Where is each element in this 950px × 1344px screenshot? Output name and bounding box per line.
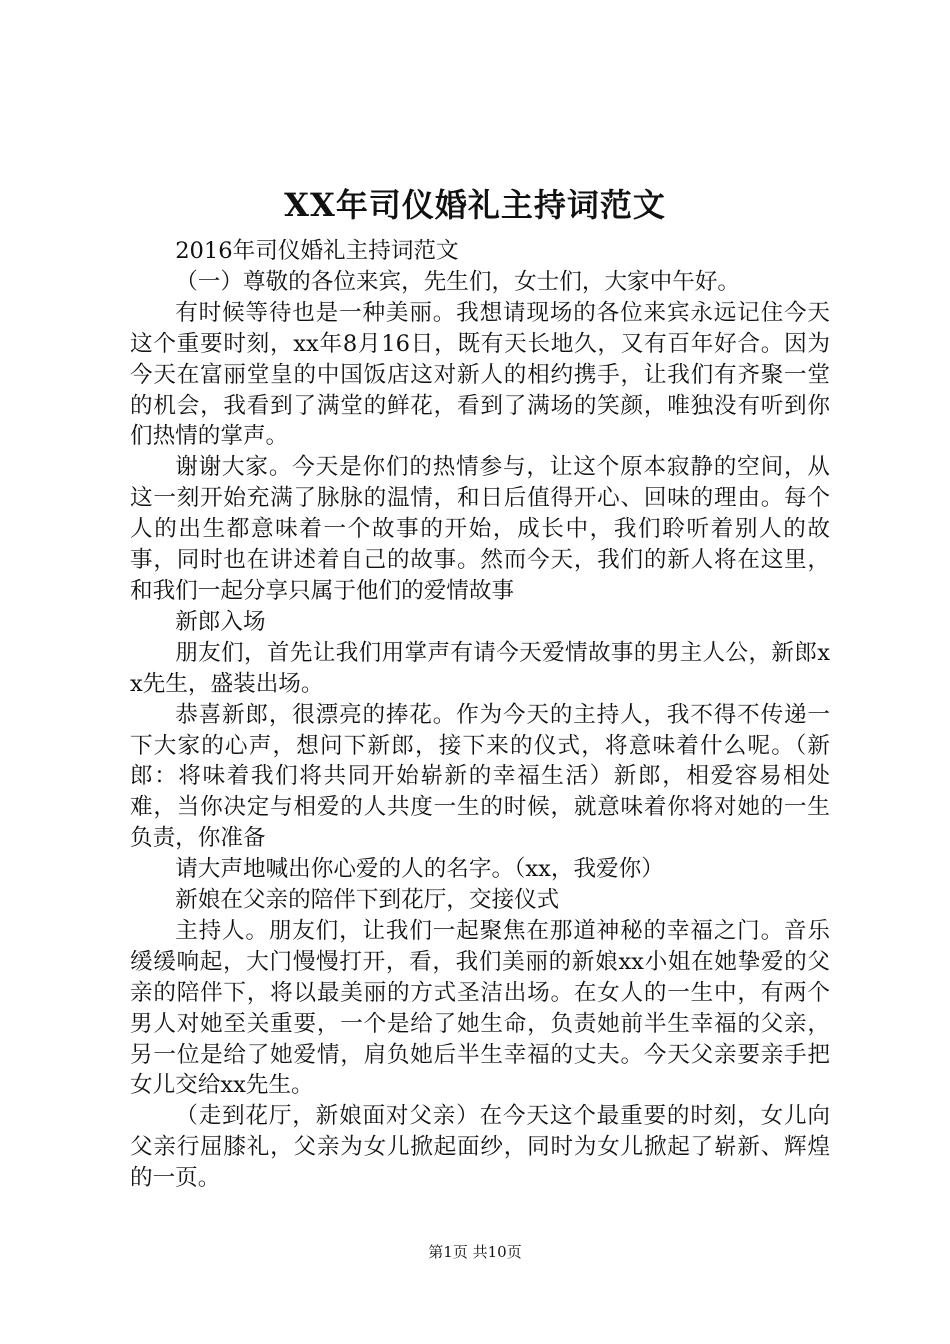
document-body [130,236,830,1194]
paragraph: 有时候等待也是一种美丽。我想请现场的各位来宾永远记住今天这个重要时刻，xx年8月16日，既有天长地久，又有百年好合。因为今天在富丽堂皇的中国饭店这对新人的相约携手，让我们有齐聚一堂的机会，我看到了满堂的鲜花，看到了满场的笑颜，唯独没有听到你们热情的掌声。 [130,299,830,450]
paragraph: （一）尊敬的各位来宾，先生们，女士们，大家中午好。 [175,268,741,295]
document-title: XX年司仪婚礼主持词范文 [284,186,666,224]
section-heading: 新娘在父亲的陪伴下到花厅，交接仪式 [175,887,560,914]
section-heading: 新郎入场 [175,608,266,635]
paragraph: 谢谢大家。今天是你们的热情参与，让这个原本寂静的空间，从这一刻开始充满了脉脉的温情，和日后值得开心、回味的理由。每个人的出生都意味着一个故事的开始，成长中，我们聆听着别人的故事，同时也在讲述着自己的故事。然而今天，我们的新人将在这里，和我们一起分享只属于他们的爱情故事 [130,454,830,604]
paragraph: 请大声地喊出你心爱的人的名字。（xx，我爱你） [175,856,664,883]
paragraph: 朋友们，首先让我们用掌声有请今天爱情故事的男主人公，新郎xx先生，盛装出场。 [130,639,830,697]
page-footer: 第1页 共10页 [428,1243,522,1261]
paragraph: 2016年司仪婚礼主持词范文 [175,238,459,264]
paragraph: （走到花厅，新娘面对父亲）在今天这个最重要的时刻，女儿向父亲行屈膝礼，父亲为女儿掀起面纱，同时为女儿掀起了崭新、辉煌的一页。 [130,1103,830,1192]
paragraph: 恭喜新郎，很漂亮的捧花。作为今天的主持人，我不得不传递一下大家的心声，想问下新郎，接下来的仪式，将意味着什么呢。（新郎：将味着我们将共同开始崭新的幸福生活）新郎，相爱容易相处难，当你决定与相爱的人共度一生的时候，就意味着你将对她的一生负责，你准备 [130,701,830,852]
paragraph: 主持人。朋友们，让我们一起聚焦在那道神秘的幸福之门。音乐缓缓响起，大门慢慢打开，看，我们美丽的新娘xx小姐在她挚爱的父亲的陪伴下，将以最美丽的方式圣洁出场。在女人的一生中，有两个男人对她至关重要，一个是给了她生命，负责她前半生幸福的父亲，另一位是给了她爱情，肩负她后半生幸福的丈夫。今天父亲要亲手把女儿交给xx先生。 [130,917,830,1099]
